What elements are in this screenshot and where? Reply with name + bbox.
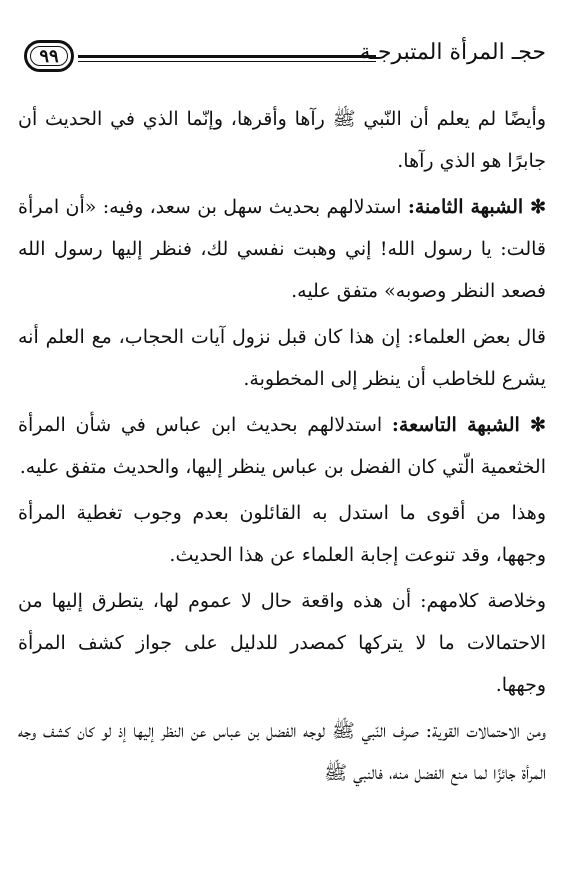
paragraph-5-text: وهذا من أقوى ما استدل به القائلون بعدم وجوب تغطية المرأة وجهها، وقد تنوعت إجابة العلماء عن هذا الحديث. [18, 502, 546, 566]
page-number-badge [24, 40, 74, 72]
paragraph-3-text: قال بعض العلماء: إن هذا كان قبل نزول آيات الحجاب، مع العلم أنه يشرع للخاطب أن ينظر إلى المخطوبة. [18, 326, 546, 390]
paragraph-2-heading: ✻ الشبهة الثامنة: [407, 196, 546, 218]
header-rule-divider [78, 55, 376, 58]
paragraph-2-text: استدلالهم بحديث سهل بن سعد، وفيه: «أن امرأة قالت: يا رسول الله! إني وهبت نفسي لك، فنظر إليها رسول الله فصعد النظر وصوبه» متفق عليه. [18, 196, 546, 302]
page-number: ٩٩ [39, 45, 59, 67]
paragraph-2 [18, 186, 546, 312]
running-header-title: حجـ المرأة المتبرجـة [359, 40, 546, 65]
paragraph-4-heading: ✻ الشبهة التاسعة: [391, 414, 546, 436]
running-header [20, 40, 546, 80]
paragraph-4-text: استدلالهم بحديث ابن عباس في شأن المرأة الخثعمية الّتي كان الفضل بن عباس ينظر إليها، والحديث متفق عليه. [18, 414, 546, 478]
paragraph-1-text: وأيضًا لم يعلم أن النّبي ﷺ رآها وأقرها، وإنّما الذي في الحديث أن جابرًا هو الذي رآها. [18, 108, 546, 172]
paragraph-5 [18, 492, 546, 576]
paragraph-7-text: ومن الاحتمالات القوية: صرف النّبي ﷺ لوجه الفضل بن عباس عن النظر إليها إذ لو كان كشف وجه المرأة جائزًا لما منع الفضل منه، فالنبي ﷺ [18, 720, 546, 784]
paragraph-4 [18, 404, 546, 488]
paragraph-6 [18, 580, 546, 706]
paragraph-7 [18, 710, 546, 794]
paragraph-6-text: وخلاصة كلامهم: أن هذه واقعة حال لا عموم لها، يتطرق إليها من الاحتمالات ما لا يتركها كمصدر للدليل على جواز كشف المرأة وجهها. [18, 590, 546, 696]
paragraph-1 [18, 98, 546, 182]
paragraph-3 [18, 316, 546, 400]
body-text [18, 98, 546, 798]
